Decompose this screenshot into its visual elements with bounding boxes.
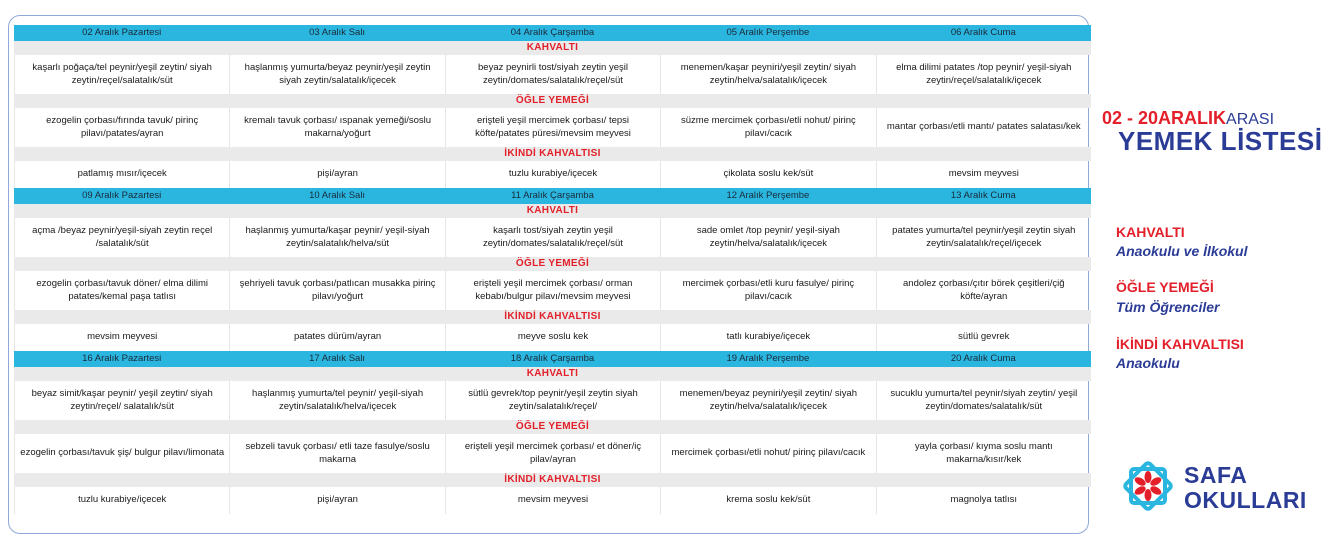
meal-band [660,94,875,108]
menu-grid [14,25,1091,514]
menu-item-afternoon: meyve soslu kek [445,324,660,351]
menu-item-afternoon: tuzlu kurabiye/içecek [445,161,660,188]
meal-band [14,257,229,271]
meal-label-breakfast: KAHVALTI [445,367,660,381]
menu-item-lunch: mercimek çorbası/etli nohut/ pirinç pilavı/cacık [660,434,875,473]
menu-item-breakfast: beyaz simit/kaşar peynir/ yeşil zeytin/ siyah zeytin/reçel/ salatalık/süt [14,381,229,420]
menu-item-afternoon: mevsim meyvesi [14,324,229,351]
meal-band [876,147,1091,161]
legend-lunch-title: ÖĞLE YEMEĞİ [1116,279,1214,295]
meal-band [229,204,444,218]
meal-band [229,367,444,381]
day-header: 13 Aralık Cuma [876,188,1091,204]
meal-band [229,94,444,108]
sidebar [1100,0,1338,543]
meal-band [876,41,1091,55]
menu-item-lunch: erişteli yeşil mercimek çorbası/ et döner/iç pilav/ayran [445,434,660,473]
menu-item-breakfast: kaşarlı tost/siyah zeytin yeşil zeytin/domates/salatalık/reçel/süt [445,218,660,257]
meal-band [14,94,229,108]
meal-band [876,310,1091,324]
day-header: 06 Aralık Cuma [876,25,1091,41]
meal-band [14,420,229,434]
meal-label-breakfast: KAHVALTI [445,204,660,218]
meal-band [876,367,1091,381]
meal-band [14,41,229,55]
day-header: 11 Aralık Çarşamba [445,188,660,204]
legend-afternoon-title: İKİNDİ KAHVALTISI [1116,336,1244,352]
menu-item-afternoon: tatlı kurabiye/içecek [660,324,875,351]
menu-item-afternoon: pişi/ayran [229,487,444,514]
day-header: 18 Aralık Çarşamba [445,351,660,367]
menu-item-lunch: mercimek çorbası/etli kuru fasulye/ pirinç pilavı/cacık [660,271,875,310]
day-header: 09 Aralık Pazartesi [14,188,229,204]
day-header: 05 Aralık Perşembe [660,25,875,41]
meal-label-afternoon: İKİNDİ KAHVALTISI [445,473,660,487]
day-header: 19 Aralık Perşembe [660,351,875,367]
meal-band [229,310,444,324]
meal-band [660,367,875,381]
safa-logo-icon [1116,455,1180,517]
day-header: 03 Aralık Salı [229,25,444,41]
logo-text-safa: SAFA [1184,462,1248,488]
menu-item-breakfast: sade omlet /top peynir/ yeşil-siyah zeytin/helva/salatalık/içecek [660,218,875,257]
meal-band [876,204,1091,218]
legend-afternoon-audience: Anaokulu [1116,355,1180,371]
meal-label-lunch: ÖĞLE YEMEĞİ [445,257,660,271]
menu-item-breakfast: menemen/kaşar peyniri/yeşil zeytin/ siyah zeytin/helva/salatalık/içecek [660,55,875,94]
meal-band [14,310,229,324]
meal-band [14,473,229,487]
day-header: 16 Aralık Pazartesi [14,351,229,367]
menu-item-breakfast: menemen/beyaz peyniri/yeşil zeytin/ siyah zeytin/helva/salatalık/içecek [660,381,875,420]
meal-band [876,473,1091,487]
menu-item-breakfast: elma dilimi patates /top peynir/ yeşil-siyah zeytin/reçel/salatalık/içecek [876,55,1091,94]
menu-item-breakfast: sütlü gevrek/top peynir/yeşil zeytin siyah zeytin/salatalık/reçel/ [445,381,660,420]
meal-band [229,473,444,487]
meal-band [876,257,1091,271]
menu-item-afternoon: mevsim meyvesi [876,161,1091,188]
meal-label-afternoon: İKİNDİ KAHVALTISI [445,310,660,324]
meal-band [660,41,875,55]
legend-lunch-audience: Tüm Öğrenciler [1116,299,1220,315]
menu-item-lunch: andolez çorbası/çıtır börek çeşitleri/çiğ köfte/ayran [876,271,1091,310]
menu-item-afternoon: mevsim meyvesi [445,487,660,514]
meal-band [660,420,875,434]
day-header: 17 Aralık Salı [229,351,444,367]
meal-band [660,204,875,218]
menu-item-breakfast: sucuklu yumurta/tel peynir/siyah zeytin/ yeşil zeytin/domates/salatalık/süt [876,381,1091,420]
meal-band [229,420,444,434]
meal-band [876,420,1091,434]
meal-label-breakfast: KAHVALTI [445,41,660,55]
meal-label-lunch: ÖĞLE YEMEĞİ [445,94,660,108]
day-header: 10 Aralık Salı [229,188,444,204]
title-main: YEMEK LİSTESİ [1118,126,1323,156]
menu-item-afternoon: patlamış mısır/içecek [14,161,229,188]
menu-item-lunch: kremalı tavuk çorbası/ ıspanak yemeği/soslu makarna/yoğurt [229,108,444,147]
menu-item-breakfast: haşlanmış yumurta/tel peynir/ yeşil-siyah zeytin/salatalık/helva/içecek [229,381,444,420]
menu-item-breakfast: patates yumurta/tel peynir/yeşil zeytin siyah zeytin/salatalık/reçel/içecek [876,218,1091,257]
meal-band [660,257,875,271]
menu-item-lunch: erişteli yeşil mercimek çorbası/ orman kebabı/bulgur pilavı/mevsim meyvesi [445,271,660,310]
menu-item-lunch: şehriyeli tavuk çorbası/patlıcan musakka pirinç pilavı/yoğurt [229,271,444,310]
menu-item-breakfast: haşlanmış yumurta/beyaz peynir/yeşil zeytin siyah zeytin/salatalık/içecek [229,55,444,94]
menu-item-lunch: ezogelin çorbası/tavuk şiş/ bulgur pilavı/limonata [14,434,229,473]
menu-item-afternoon: tuzlu kurabiye/içecek [14,487,229,514]
legend-breakfast-title: KAHVALTI [1116,224,1185,240]
menu-item-breakfast: beyaz peynirli tost/siyah zeytin yeşil zeytin/domates/salatalık/reçel/süt [445,55,660,94]
meal-label-afternoon: İKİNDİ KAHVALTISI [445,147,660,161]
day-header: 02 Aralık Pazartesi [14,25,229,41]
menu-item-lunch: mantar çorbası/etli mantı/ patates salatası/kek [876,108,1091,147]
menu-item-lunch: sebzeli tavuk çorbası/ etli taze fasulye/soslu makarna [229,434,444,473]
menu-item-lunch: yayla çorbası/ kıyma soslu mantı makarna/kısır/kek [876,434,1091,473]
legend-breakfast-audience: Anaokulu ve İlkokul [1116,243,1248,259]
menu-item-breakfast: haşlanmış yumurta/kaşar peynir/ yeşil-siyah zeytin/salatalık/helva/süt [229,218,444,257]
day-header: 20 Aralık Cuma [876,351,1091,367]
meal-band [660,310,875,324]
meal-band [14,367,229,381]
meal-band [14,204,229,218]
menu-item-afternoon: magnolya tatlısı [876,487,1091,514]
menu-item-breakfast: kaşarlı poğaça/tel peynir/yeşil zeytin/ siyah zeytin/reçel/salatalık/süt [14,55,229,94]
menu-item-afternoon: krema soslu kek/süt [660,487,875,514]
menu-item-afternoon: çikolata soslu kek/süt [660,161,875,188]
menu-item-lunch: ezogelin çorbası/fırında tavuk/ pirinç pilavı/patates/ayran [14,108,229,147]
menu-item-breakfast: açma /beyaz peynir/yeşil-siyah zeytin reçel /salatalık/süt [14,218,229,257]
meal-band [660,147,875,161]
menu-item-afternoon: pişi/ayran [229,161,444,188]
day-header: 12 Aralık Perşembe [660,188,875,204]
meal-band [876,94,1091,108]
meal-band [14,147,229,161]
menu-item-lunch: süzme mercimek çorbası/etli nohut/ pirinç pilavı/cacık [660,108,875,147]
meal-band [229,41,444,55]
day-header: 04 Aralık Çarşamba [445,25,660,41]
logo-text-okullari: OKULLARI [1184,487,1307,513]
meal-band [660,473,875,487]
meal-band [229,147,444,161]
title-range: 02 - 20ARALIKARASI [1102,108,1275,128]
menu-item-afternoon: patates dürüm/ayran [229,324,444,351]
menu-item-lunch: erişteli yeşil mercimek çorbası/ tepsi köfte/patates püresi/mevsim meyvesi [445,108,660,147]
meal-label-lunch: ÖĞLE YEMEĞİ [445,420,660,434]
meal-band [229,257,444,271]
menu-item-afternoon: sütlü gevrek [876,324,1091,351]
menu-item-lunch: ezogelin çorbası/tavuk döner/ elma dilimi patates/kemal paşa tatlısı [14,271,229,310]
